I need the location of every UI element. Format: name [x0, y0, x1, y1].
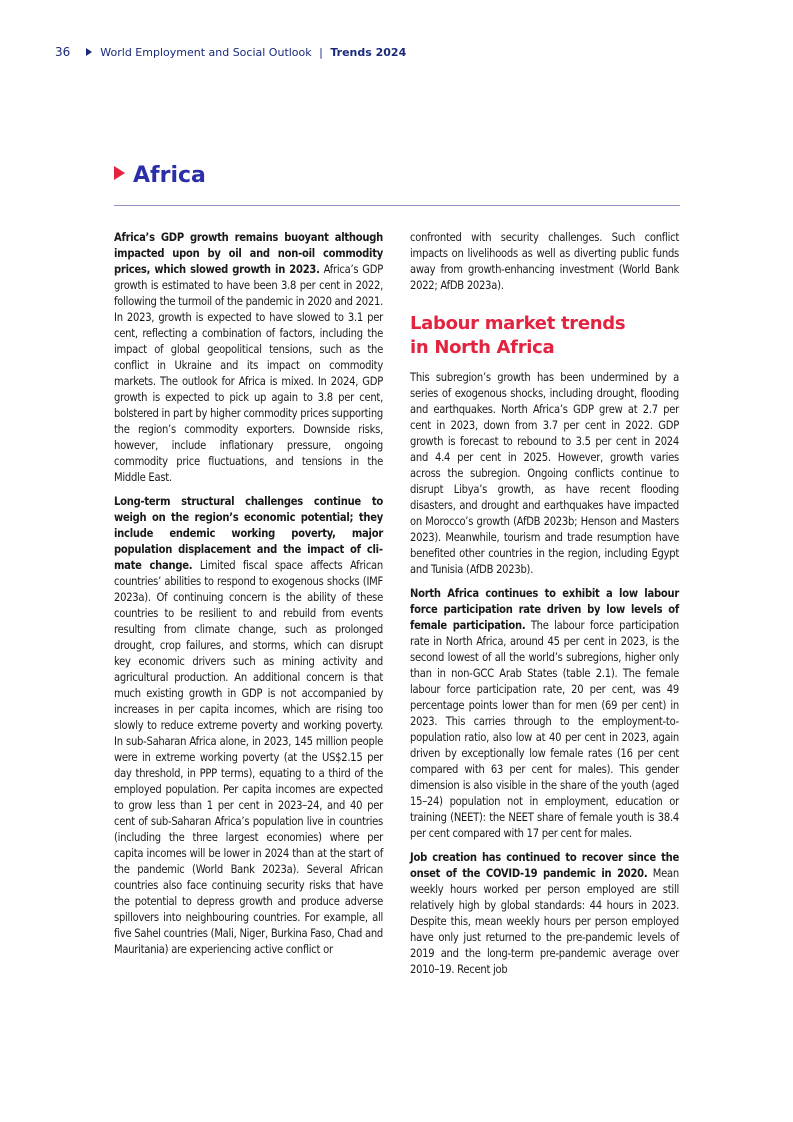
paragraph-body: Limited fiscal space affects African countries’ abilities to respond to exogenous shocks (IMF 2023a). Of continuing concern is the ability of these countries to be resilient to and rebuild from events resulting from climate change, such as prolonged drought, crop failures, and storms, which can disrupt key economic drivers such as mining activity and agricultural production. An additional concern is that much existing growth in GDP is not accompanied by increases in per capita incomes, which are rising too slowly to reduce extreme poverty and working poverty. In sub-Saharan Africa alone, in 2023, 145 million people were in extreme working poverty (at the US$2.15 per day threshold, in PPP terms), equating to a third of the employed population. Per capita incomes are expected to grow less than 1 per cent in 2023–24, and 40 per cent of sub-Saharan Africa’s population live in countries (including the three largest economies) where per capita incomes will be lower in 2024 than at the start of the pandemic (World Bank 2023a). Several African countries also face continuing security risks that have the potential to depress growth and produce adverse spillovers into neighbouring countries. For example, all five Sahel countries (Mali, Niger, Burkina Faso, Chad and Mauritania) are experiencing active conflict or [114, 559, 383, 956]
paragraph-lead: Long-term structural challenges continue to weigh on the region’s economic potential; they include endemic working poverty, major population displacement and the impact of climate change. [114, 495, 383, 572]
paragraph-lead: Africa’s GDP growth remains buoyant although impacted upon by oil and non-oil commodity prices, which slowed growth in 2023. [114, 231, 383, 276]
paragraph [410, 850, 679, 978]
paragraph [410, 370, 679, 578]
section-divider [114, 205, 680, 206]
subsection-heading-line: Labour market trends [410, 313, 626, 334]
left-column [114, 230, 383, 966]
subsection-heading [410, 312, 679, 360]
publication-title: World Employment and Social Outlook [100, 46, 312, 59]
paragraph-lead: Job creation has continued to recover since the onset of the COVID-19 pandemic in 2020. [410, 851, 679, 880]
paragraph-lead: North Africa continues to exhibit a low labour force participation rate driven by low levels of female participation. [410, 587, 679, 632]
paragraph-body: The labour force participation rate in North Africa, around 45 per cent in 2023, is the second lowest of all the world’s subregions, higher only than in non-GCC Arab States (table 2.1). The female labour force participation rate, 20 per cent, was 49 percentage points lower than for men (69 per cent) in 2023. This carries through to the employment-to-population ratio, also low at 40 per cent in 2023, again driven by exceptionally low female rates (16 per cent compared with 63 per cent for males). This gender dimension is also visible in the share of the youth (aged 15–24) population not in employment, education or training (NEET): the NEET share of female youth is 38.4 per cent compared with 17 per cent for males. [410, 619, 679, 840]
paragraph-body: Mean weekly hours worked per person employed are still relatively high by global standards: 44 hours in 2023. Despite this, mean weekly hours per person employed have only just returned to the pre-pandemic levels of 2019 and the long-term pre-pandemic average over 2010–19. Recent job [410, 867, 679, 976]
header-separator: | [319, 46, 323, 59]
right-column [410, 230, 679, 986]
paragraph [114, 494, 383, 958]
paragraph [410, 230, 679, 294]
edition-title: Trends 2024 [330, 46, 407, 59]
paragraph-body: Africa’s GDP growth is estimated to have been 3.8 per cent in 2022, following the turmoil of the pandemic in 2020 and 2021. In 2023, growth is expected to have slowed to 3.1 per cent, reflecting a combination of factors, including the impact of global geopolitical tensions, such as the conflict in Ukraine and its impact on commodity markets. The outlook for Africa is mixed. In 2024, GDP growth is expected to pick up again to 3.8 per cent, bolstered in part by higher commodity prices supporting the region’s commodity exporters. Downside risks, however, include inflationary pressure, ongoing commodity price fluctuations, and tensions in the Middle East. [114, 263, 383, 484]
triangle-bullet-icon [114, 166, 125, 180]
paragraph-body: This subregion’s growth has been undermined by a series of exogenous shocks, including drought, flooding and earthquakes. North Africa’s GDP grew at 2.7 per cent in 2023, down from 3.7 per cent in 2022. GDP growth is forecast to rebound to 3.5 per cent in 2024 and 4.4 per cent in 2025. However, growth varies across the subregion. Ongoing conflicts continue to disrupt Libya’s growth, as have recent flooding disasters, and drought and earthquakes have impacted on Morocco’s growth (AfDB 2023b; Henson and Masters 2023). Meanwhile, tourism and trade resumption have benefited other countries in the region, including Egypt and Tunisia (AfDB 2023b). [410, 371, 679, 576]
paragraph [410, 586, 679, 842]
subsection-heading-line: in North Africa [410, 337, 555, 358]
section-title-text: Africa [133, 163, 206, 188]
paragraph-body: confronted with security challenges. Such conflict impacts on livelihoods as well as diverting public funds away from growth-enhancing investment (World Bank 2022; AfDB 2023a). [410, 231, 679, 292]
page-number: 36 [55, 45, 71, 59]
paragraph [114, 230, 383, 486]
running-header [55, 45, 406, 59]
triangle-bullet-icon [86, 48, 92, 56]
section-heading [114, 163, 206, 188]
